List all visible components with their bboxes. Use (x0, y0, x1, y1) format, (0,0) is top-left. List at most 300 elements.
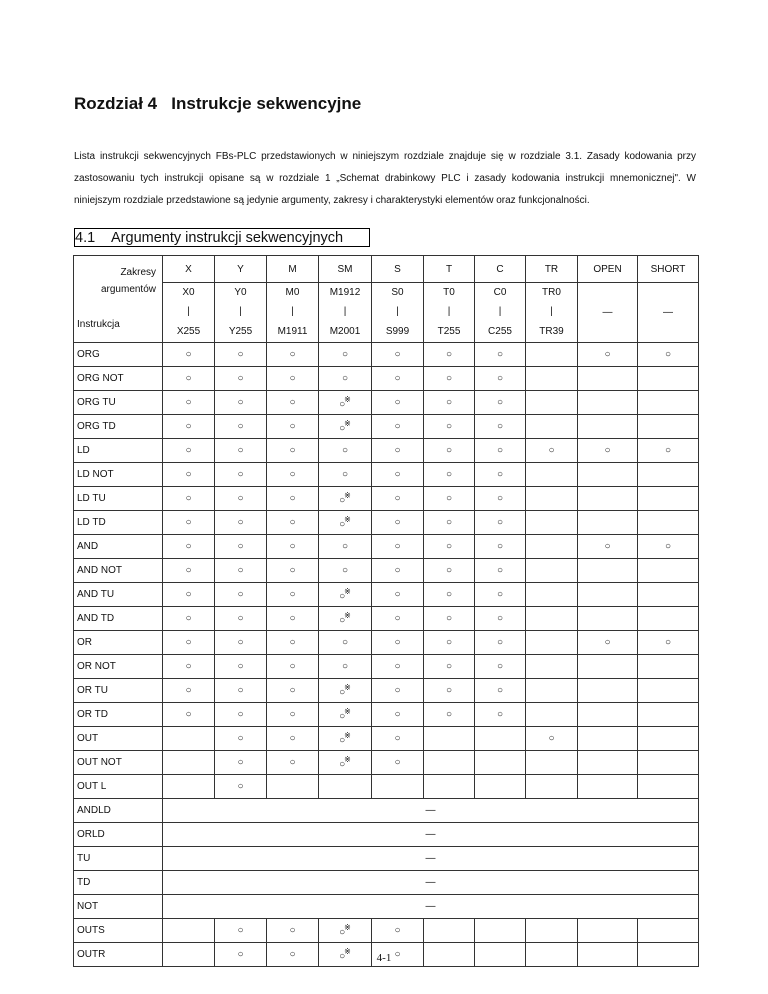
supported-mark: ○ (341, 373, 349, 384)
cell-y (215, 751, 267, 775)
supported-mark: ○ (445, 613, 453, 624)
cell-m (267, 919, 319, 943)
cell-tr (526, 775, 578, 799)
chapter-name: Instrukcje sekwencyjne (171, 94, 362, 113)
note-mark: ※ (344, 731, 351, 740)
cell-short (638, 463, 699, 487)
cell-t (424, 919, 475, 943)
supported-mark: ○ (289, 757, 296, 768)
supported-mark: ○ (496, 493, 504, 504)
cell-x (163, 583, 215, 607)
cell-t (424, 439, 475, 463)
cell-tr (526, 535, 578, 559)
note-mark: ※ (344, 515, 351, 524)
supported-mark: ○ (394, 637, 401, 648)
instruction-name: OR NOT (74, 655, 163, 679)
cell-m (267, 703, 319, 727)
supported-mark: ○ (394, 685, 401, 696)
cell-sm (319, 391, 372, 415)
supported-mark: ○ (394, 445, 401, 456)
supported-mark: ○ (394, 925, 401, 936)
column-range-from-y: Y0 (215, 283, 267, 303)
supported-mark: ○ (289, 661, 296, 672)
cell-open (578, 655, 638, 679)
supported-mark: ○ (237, 589, 244, 600)
column-range-sep-t: | (424, 302, 475, 321)
supported-mark: ○ (289, 733, 296, 744)
cell-x (163, 391, 215, 415)
supported-mark: ○ (604, 349, 611, 360)
cell-tr (526, 655, 578, 679)
instruction-name: ORLD (74, 823, 163, 847)
supported-mark: ○ (289, 397, 296, 408)
cell-m (267, 679, 319, 703)
supported-mark: ○ (341, 637, 349, 648)
supported-mark: ○ (445, 445, 453, 456)
cell-t (424, 631, 475, 655)
cell-open (578, 631, 638, 655)
cell-c (475, 727, 526, 751)
cell-c (475, 655, 526, 679)
cell-open (578, 535, 638, 559)
table-row (74, 511, 699, 535)
instruction-name: OR (74, 631, 163, 655)
table-row (74, 919, 699, 943)
cell-open (578, 391, 638, 415)
cell-sm (319, 463, 372, 487)
supported-mark: ○ (289, 349, 296, 360)
supported-mark: ○ (339, 951, 346, 962)
supported-mark: ○ (394, 373, 401, 384)
cell-y (215, 919, 267, 943)
table-row (74, 463, 699, 487)
cell-short (638, 415, 699, 439)
column-range-open: — (578, 283, 638, 343)
table-row (74, 559, 699, 583)
cell-m (267, 559, 319, 583)
cell-m (267, 607, 319, 631)
cell-short (638, 703, 699, 727)
supported-mark: ○ (289, 613, 296, 624)
cell-tr (526, 487, 578, 511)
cell-open (578, 463, 638, 487)
supported-mark: ○ (339, 423, 346, 434)
cell-m (267, 583, 319, 607)
note-mark: ※ (344, 923, 351, 932)
supported-mark: ○ (289, 685, 296, 696)
cell-sm (319, 487, 372, 511)
instruction-name: NOT (74, 895, 163, 919)
cell-c (475, 463, 526, 487)
cell-y (215, 511, 267, 535)
table-row (74, 583, 699, 607)
cell-open (578, 559, 638, 583)
column-header-sm: SM (319, 256, 372, 283)
cell-c (475, 751, 526, 775)
cell-open (578, 439, 638, 463)
cell-open (578, 679, 638, 703)
cell-short (638, 535, 699, 559)
cell-sm (319, 631, 372, 655)
cell-y (215, 343, 267, 367)
instruction-name: LD (74, 439, 163, 463)
supported-mark: ○ (445, 421, 453, 432)
supported-mark: ○ (185, 469, 192, 480)
cell-short (638, 751, 699, 775)
cell-c (475, 343, 526, 367)
cell-x (163, 679, 215, 703)
table-row (74, 439, 699, 463)
supported-mark: ○ (445, 541, 453, 552)
table-row (74, 655, 699, 679)
table-row (74, 703, 699, 727)
cell-x (163, 703, 215, 727)
cell-s (372, 919, 424, 943)
cell-open (578, 487, 638, 511)
cell-c (475, 703, 526, 727)
supported-mark: ○ (604, 541, 611, 552)
column-range-sep-y: | (215, 302, 267, 321)
table-row (74, 679, 699, 703)
cell-tr (526, 919, 578, 943)
supported-mark: ○ (339, 711, 346, 722)
cell-t (424, 535, 475, 559)
table-row (74, 799, 699, 823)
supported-mark: ○ (237, 949, 244, 960)
note-mark: ※ (344, 395, 351, 404)
table-row (74, 823, 699, 847)
supported-mark: ○ (289, 709, 296, 720)
supported-mark: ○ (185, 685, 192, 696)
supported-mark: ○ (445, 565, 453, 576)
cell-tr (526, 679, 578, 703)
cell-s (372, 751, 424, 775)
column-range-sep-c: | (475, 302, 526, 321)
table-row (74, 631, 699, 655)
instruction-name: OUT (74, 727, 163, 751)
cell-x (163, 751, 215, 775)
supported-mark: ○ (289, 925, 296, 936)
supported-mark: ○ (445, 661, 453, 672)
supported-mark: ○ (445, 637, 453, 648)
cell-tr (526, 631, 578, 655)
instruction-name: AND (74, 535, 163, 559)
cell-open (578, 775, 638, 799)
cell-tr (526, 415, 578, 439)
cell-short (638, 607, 699, 631)
cell-short (638, 727, 699, 751)
instruction-name: ORG (74, 343, 163, 367)
cell-sm (319, 919, 372, 943)
supported-mark: ○ (289, 541, 296, 552)
table-corner-header (74, 256, 163, 343)
supported-mark: ○ (496, 685, 504, 696)
supported-mark: ○ (664, 445, 672, 456)
cell-y (215, 703, 267, 727)
column-range-from-tr: TR0 (526, 283, 578, 303)
cell-short (638, 679, 699, 703)
cell-t (424, 511, 475, 535)
cell-short (638, 583, 699, 607)
supported-mark: ○ (237, 637, 244, 648)
table-row (74, 487, 699, 511)
supported-mark: ○ (394, 541, 401, 552)
supported-mark: ○ (341, 349, 349, 360)
supported-mark: ○ (394, 565, 401, 576)
cell-short (638, 775, 699, 799)
cell-open (578, 919, 638, 943)
column-range-sep-tr: | (526, 302, 578, 321)
column-header-short: SHORT (638, 256, 699, 283)
supported-mark: ○ (185, 517, 192, 528)
instruction-name: OUTS (74, 919, 163, 943)
table-row (74, 367, 699, 391)
supported-mark: ○ (237, 421, 244, 432)
arguments-table (73, 255, 699, 967)
supported-mark: ○ (496, 613, 504, 624)
instruction-name: OUTR (74, 943, 163, 967)
cell-m (267, 655, 319, 679)
supported-mark: ○ (664, 637, 672, 648)
cell-s (372, 391, 424, 415)
supported-mark: ○ (339, 495, 346, 506)
table-row (74, 871, 699, 895)
instruction-name: OR TD (74, 703, 163, 727)
cell-short (638, 487, 699, 511)
table-row (74, 847, 699, 871)
supported-mark: ○ (185, 397, 192, 408)
supported-mark: ○ (496, 709, 504, 720)
cell-y (215, 607, 267, 631)
supported-mark: ○ (339, 519, 346, 530)
supported-mark: ○ (341, 661, 349, 672)
cell-tr (526, 703, 578, 727)
supported-mark: ○ (394, 493, 401, 504)
supported-mark: ○ (185, 373, 192, 384)
note-mark: ※ (344, 419, 351, 428)
column-header-s: S (372, 256, 424, 283)
cell-s (372, 631, 424, 655)
cell-sm (319, 679, 372, 703)
supported-mark: ○ (496, 637, 504, 648)
cell-c (475, 415, 526, 439)
supported-mark: ○ (237, 445, 244, 456)
cell-sm (319, 703, 372, 727)
cell-tr (526, 343, 578, 367)
supported-mark: ○ (339, 591, 346, 602)
supported-mark: ○ (496, 469, 504, 480)
supported-mark: ○ (289, 469, 296, 480)
column-range-from-x: X0 (163, 283, 215, 303)
cell-sm (319, 583, 372, 607)
cell-y (215, 367, 267, 391)
supported-mark: ○ (394, 397, 401, 408)
supported-mark: ○ (237, 541, 244, 552)
supported-mark: ○ (445, 685, 453, 696)
cell-t (424, 727, 475, 751)
cell-t (424, 583, 475, 607)
cell-m (267, 751, 319, 775)
cell-x (163, 343, 215, 367)
instruction-name: TD (74, 871, 163, 895)
cell-y (215, 487, 267, 511)
cell-t (424, 559, 475, 583)
cell-tr (526, 559, 578, 583)
cell-sm (319, 367, 372, 391)
cell-s (372, 487, 424, 511)
supported-mark: ○ (339, 615, 346, 626)
cell-open (578, 607, 638, 631)
instruction-name: OUT NOT (74, 751, 163, 775)
cell-short (638, 439, 699, 463)
supported-mark: ○ (445, 517, 453, 528)
column-range-from-s: S0 (372, 283, 424, 303)
supported-mark: ○ (496, 517, 504, 528)
instruction-name: AND NOT (74, 559, 163, 583)
cell-t (424, 343, 475, 367)
cell-x (163, 367, 215, 391)
merged-cell: — (163, 871, 699, 895)
supported-mark: ○ (445, 349, 453, 360)
supported-mark: ○ (185, 349, 192, 360)
note-mark: ※ (344, 491, 351, 500)
supported-mark: ○ (445, 709, 453, 720)
supported-mark: ○ (237, 469, 244, 480)
column-header-y: Y (215, 256, 267, 283)
supported-mark: ○ (237, 733, 244, 744)
instruction-name: LD NOT (74, 463, 163, 487)
supported-mark: ○ (445, 397, 453, 408)
table-row (74, 727, 699, 751)
section-number: 4.1 (75, 230, 96, 246)
supported-mark: ○ (185, 613, 192, 624)
cell-open (578, 727, 638, 751)
cell-t (424, 655, 475, 679)
supported-mark: ○ (496, 397, 504, 408)
instruction-name: OUT L (74, 775, 163, 799)
supported-mark: ○ (237, 517, 244, 528)
cell-tr (526, 583, 578, 607)
supported-mark: ○ (185, 493, 192, 504)
supported-mark: ○ (445, 493, 453, 504)
cell-tr (526, 607, 578, 631)
cell-tr (526, 391, 578, 415)
supported-mark: ○ (237, 757, 244, 768)
cell-t (424, 463, 475, 487)
cell-s (372, 775, 424, 799)
cell-t (424, 367, 475, 391)
cell-x (163, 607, 215, 631)
section-name: Argumenty instrukcji sekwencyjnych (111, 230, 344, 246)
instruction-name: OR TU (74, 679, 163, 703)
supported-mark: ○ (289, 421, 296, 432)
cell-tr (526, 463, 578, 487)
instruction-name: LD TD (74, 511, 163, 535)
cell-s (372, 727, 424, 751)
cell-m (267, 775, 319, 799)
cell-t (424, 703, 475, 727)
column-range-to-tr: TR39 (526, 321, 578, 343)
cell-sm (319, 415, 372, 439)
table-row (74, 895, 699, 919)
column-range-to-sm: M2001 (319, 321, 372, 343)
column-range-to-s: S999 (372, 321, 424, 343)
supported-mark: ○ (185, 445, 192, 456)
cell-open (578, 703, 638, 727)
supported-mark: ○ (289, 949, 296, 960)
note-mark: ※ (344, 707, 351, 716)
cell-tr (526, 751, 578, 775)
cell-open (578, 751, 638, 775)
cell-c (475, 919, 526, 943)
instruction-name: AND TU (74, 583, 163, 607)
supported-mark: ○ (289, 445, 296, 456)
cell-t (424, 391, 475, 415)
cell-short (638, 367, 699, 391)
supported-mark: ○ (237, 661, 244, 672)
cell-sm (319, 343, 372, 367)
table-row (74, 415, 699, 439)
column-range-from-t: T0 (424, 283, 475, 303)
cell-s (372, 703, 424, 727)
column-range-sep-s: | (372, 302, 424, 321)
supported-mark: ○ (394, 589, 401, 600)
cell-open (578, 583, 638, 607)
instruction-name: ORG TU (74, 391, 163, 415)
cell-tr (526, 511, 578, 535)
cell-open (578, 511, 638, 535)
supported-mark: ○ (394, 469, 401, 480)
supported-mark: ○ (394, 661, 401, 672)
cell-short (638, 559, 699, 583)
cell-m (267, 415, 319, 439)
supported-mark: ○ (496, 541, 504, 552)
instruction-name: AND TD (74, 607, 163, 631)
supported-mark: ○ (394, 733, 401, 744)
supported-mark: ○ (604, 637, 611, 648)
cell-x (163, 631, 215, 655)
note-mark: ※ (344, 587, 351, 596)
cell-sm (319, 655, 372, 679)
cell-c (475, 511, 526, 535)
column-range-from-c: C0 (475, 283, 526, 303)
supported-mark: ○ (341, 565, 349, 576)
supported-mark: ○ (341, 445, 349, 456)
note-mark: ※ (344, 947, 351, 956)
cell-short (638, 631, 699, 655)
cell-y (215, 655, 267, 679)
cell-sm (319, 751, 372, 775)
supported-mark: ○ (496, 661, 504, 672)
column-range-to-x: X255 (163, 321, 215, 343)
cell-c (475, 679, 526, 703)
cell-short (638, 919, 699, 943)
supported-mark: ○ (445, 469, 453, 480)
cell-sm (319, 727, 372, 751)
cell-sm (319, 775, 372, 799)
cell-s (372, 511, 424, 535)
cell-short (638, 511, 699, 535)
cell-y (215, 775, 267, 799)
supported-mark: ○ (496, 589, 504, 600)
table-row (74, 535, 699, 559)
cell-m (267, 391, 319, 415)
cell-open (578, 343, 638, 367)
cell-x (163, 655, 215, 679)
cell-t (424, 487, 475, 511)
cell-s (372, 679, 424, 703)
corner-instruction-label: Instrukcja (77, 319, 120, 330)
